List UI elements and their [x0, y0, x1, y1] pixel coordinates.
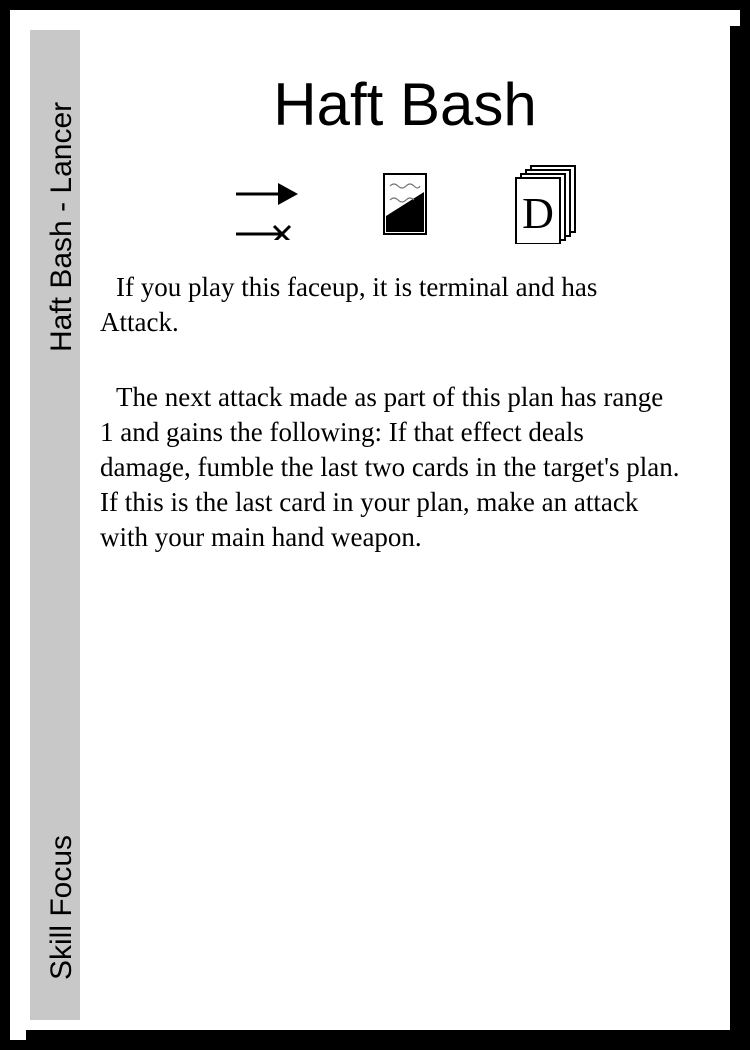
side-label-bottom: Skill Focus: [45, 834, 78, 980]
move-arrows-icon: [234, 170, 300, 240]
card-title: Haft Bash: [273, 71, 537, 138]
deck-d-icon: [514, 164, 578, 244]
rules-paragraph-2: The next attack made as part of this plan has range 1 and gains the following: If that effect deals damage, fumble the last two cards in the target's plan. If this is the last card in your plan, make an attack with your main hand weapon.: [100, 382, 680, 552]
rules-text: [100, 270, 680, 595]
rules-paragraph-1: If you play this faceup, it is terminal and has Attack.: [100, 272, 598, 337]
card-face: [20, 20, 730, 1030]
card-shaded-icon: [382, 172, 428, 236]
side-label-top: Haft Bash - Lancer: [45, 101, 78, 352]
icon-row: [20, 160, 730, 270]
deck-letter: D: [522, 189, 554, 238]
